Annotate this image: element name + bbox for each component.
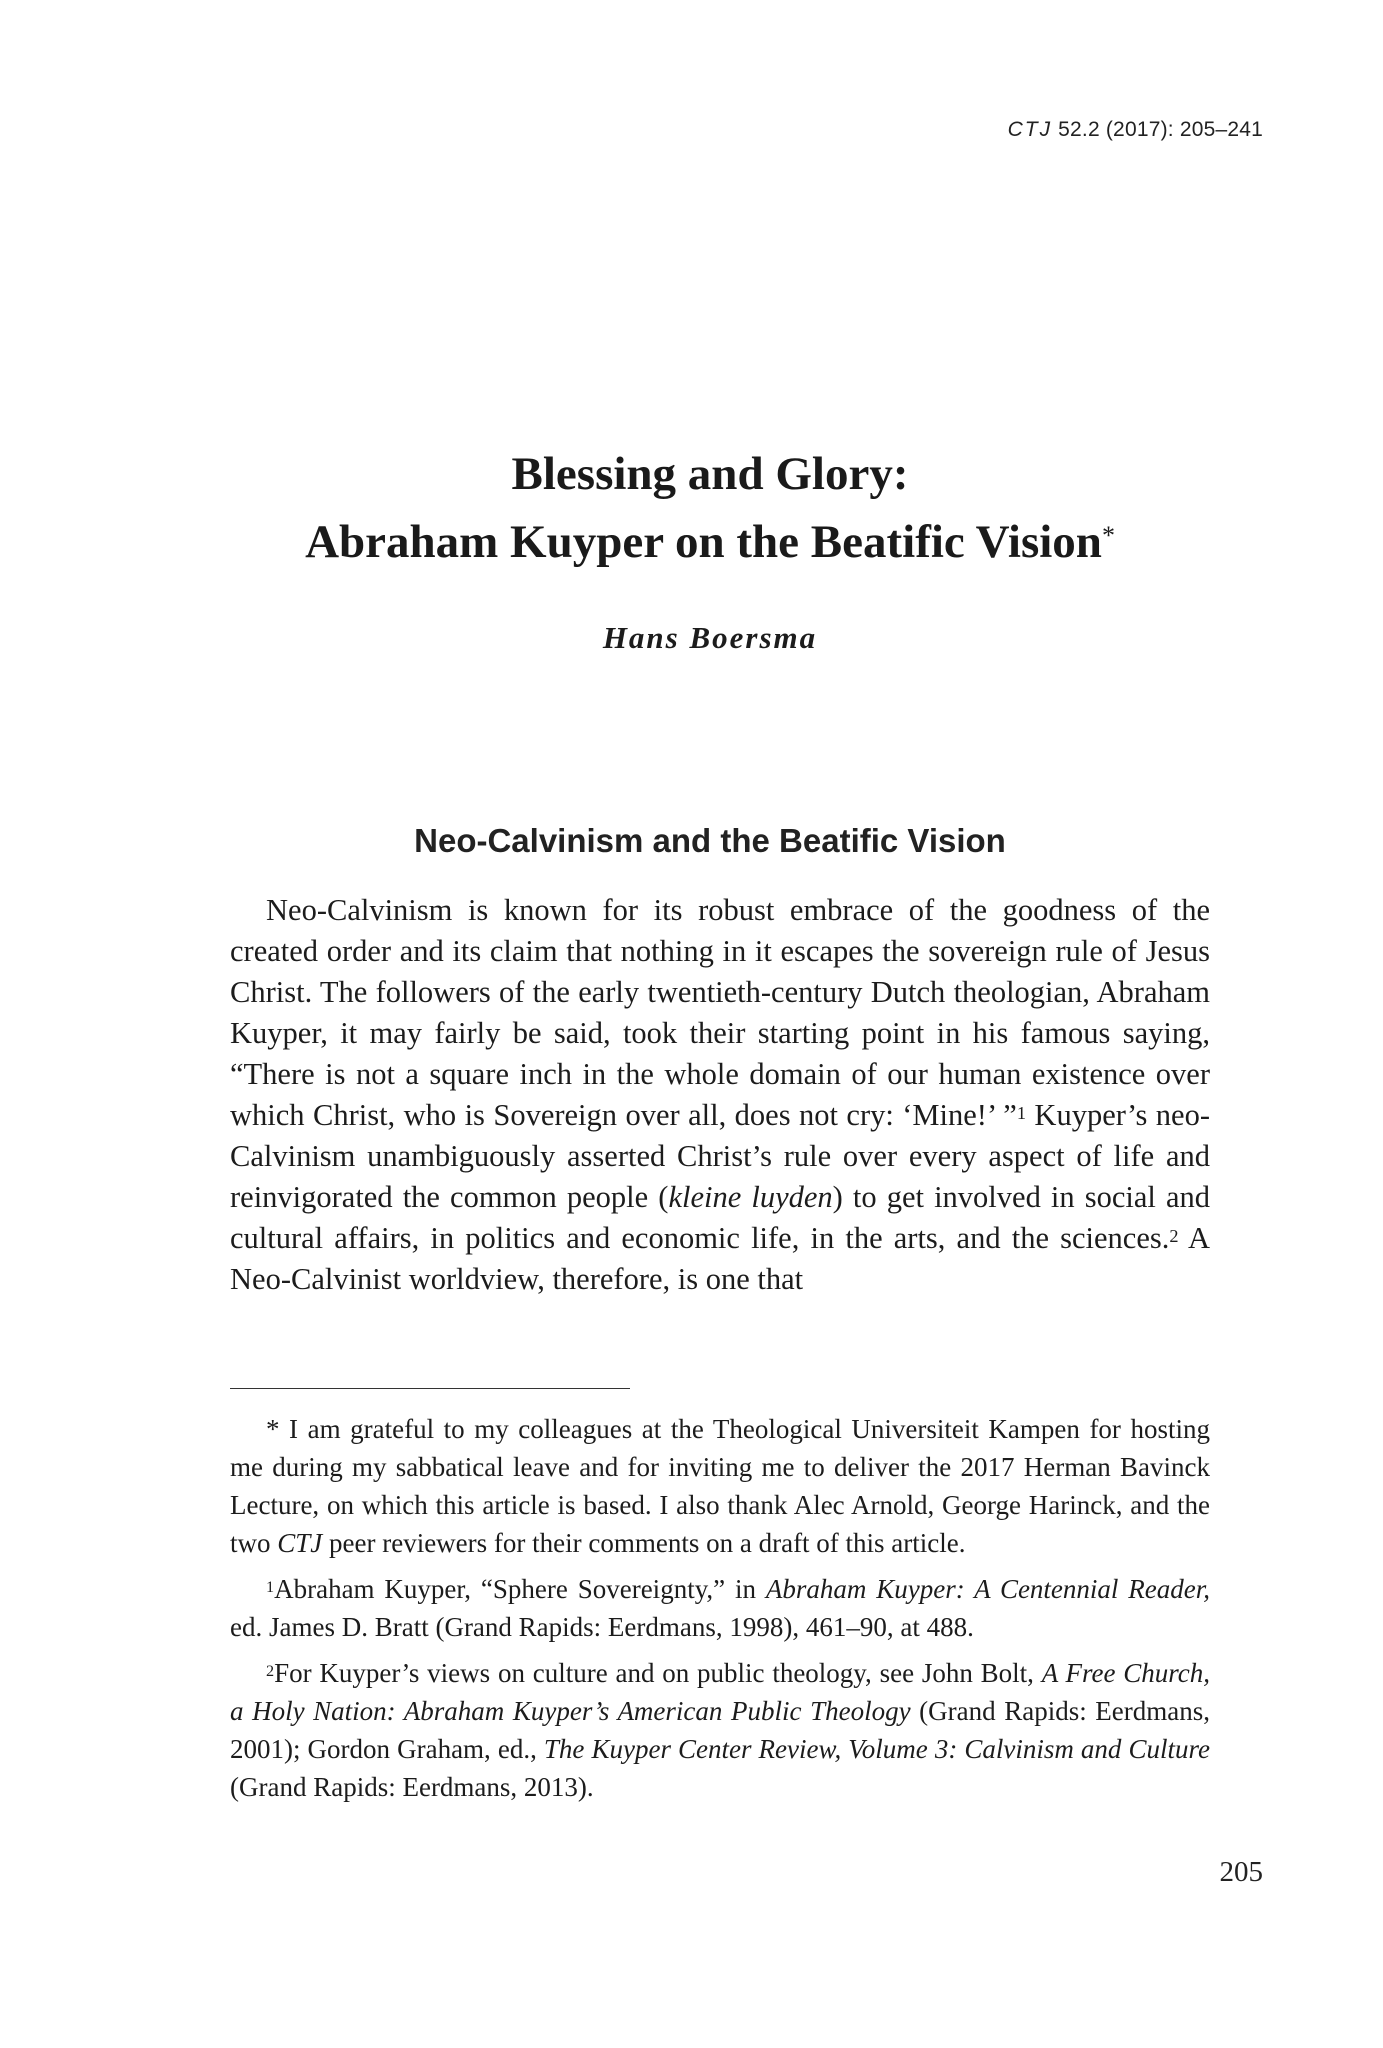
footnote-divider <box>230 1388 630 1389</box>
article-title <box>230 440 1190 576</box>
footnote-italic: The Kuyper Center Review, Volume 3: Calvinism and Culture <box>543 1734 1210 1764</box>
body-text-segment: Neo-Calvinism is known for its robust embrace of the goodness of the created order and its claim that nothing in it escapes the sovereign rule of Jesus Christ. The followers of the early twentieth-century Dutch theologian, Abraham Kuyper, it may fairly be said, took their starting point in his famous saying, “There is not a square inch in the whole domain of our human existence over which Christ, who is Sovereign over all, does not cry: ‘Mine!’ ” <box>230 893 1210 1132</box>
section-heading: Neo-Calvinism and the Beatific Vision <box>414 822 1006 859</box>
running-head <box>1008 118 1263 142</box>
article-title-line-1: Blessing and Glory: <box>511 448 909 500</box>
body-text-segment: ) to get involved in social and cultural affairs, in politics and economic life, in the arts, and the sciences. <box>230 1180 1211 1255</box>
footnote-reference-2: 2 <box>1169 1226 1179 1246</box>
body-italic-term: kleine luyden <box>668 1180 833 1214</box>
page-number: 205 <box>1219 1856 1263 1888</box>
footnote-text: For Kuyper’s views on culture and on public theology, see John Bolt, <box>274 1658 1042 1688</box>
footnote-2 <box>230 1654 1210 1806</box>
article-title-line-2-text: Abraham Kuyper on the Beatific Vision <box>305 516 1102 568</box>
footnote-text: Abraham Kuyper, “Sphere Sovereignty,” in <box>274 1574 766 1604</box>
footnote-italic: A Free Church, a Holy Nation: Abraham Kuyper’s American Public Theology <box>230 1658 1210 1726</box>
article-title-line-2 <box>230 508 1190 576</box>
footnote-italic: CTJ <box>277 1528 323 1558</box>
body-text-segment: A Neo-Calvinist worldview, therefore, is one that <box>230 1221 1210 1296</box>
footnote-text: peer reviewers for their comments on a draft of this article. <box>322 1528 966 1558</box>
body-paragraph <box>230 890 1210 1300</box>
footnote-text: (Grand Rapids: Eerdmans, 2013). <box>230 1772 594 1802</box>
journal-abbreviation: CTJ <box>1007 118 1053 141</box>
footnote-number: 2 <box>266 1662 275 1680</box>
title-footnote-marker: * <box>1101 521 1115 550</box>
footnote-text: (Grand Rapids: Eerdmans, 2001); Gordon Graham, ed., <box>230 1696 1210 1764</box>
footnotes <box>230 1410 1210 1814</box>
footnote-number: 1 <box>266 1578 275 1596</box>
footnote-text: ed. James D. Bratt (Grand Rapids: Eerdmans, 1998), 461–90, at 488. <box>230 1612 974 1642</box>
footnote-star <box>230 1410 1210 1562</box>
body-text-segment: Kuyper’s neo-Calvinism unambiguously asserted Christ’s rule over every aspect of life and reinvigorated the common people ( <box>230 1098 1211 1214</box>
footnote-reference-1: 1 <box>1016 1103 1026 1123</box>
journal-citation: 52.2 (2017): 205–241 <box>1052 118 1263 141</box>
footnote-1 <box>230 1570 1210 1646</box>
footnote-italic: Abraham Kuyper: A Centennial Reader, <box>765 1574 1210 1604</box>
footnote-text: * I am grateful to my colleagues at the Theological Universiteit Kampen for hosting me during my sabbatical leave and for inviting me to deliver the 2017 Herman Bavinck Lecture, on which this article is based. I also thank Alec Arnold, George Harinck, and the two <box>230 1414 1210 1558</box>
author-name: Hans Boersma <box>602 620 818 655</box>
